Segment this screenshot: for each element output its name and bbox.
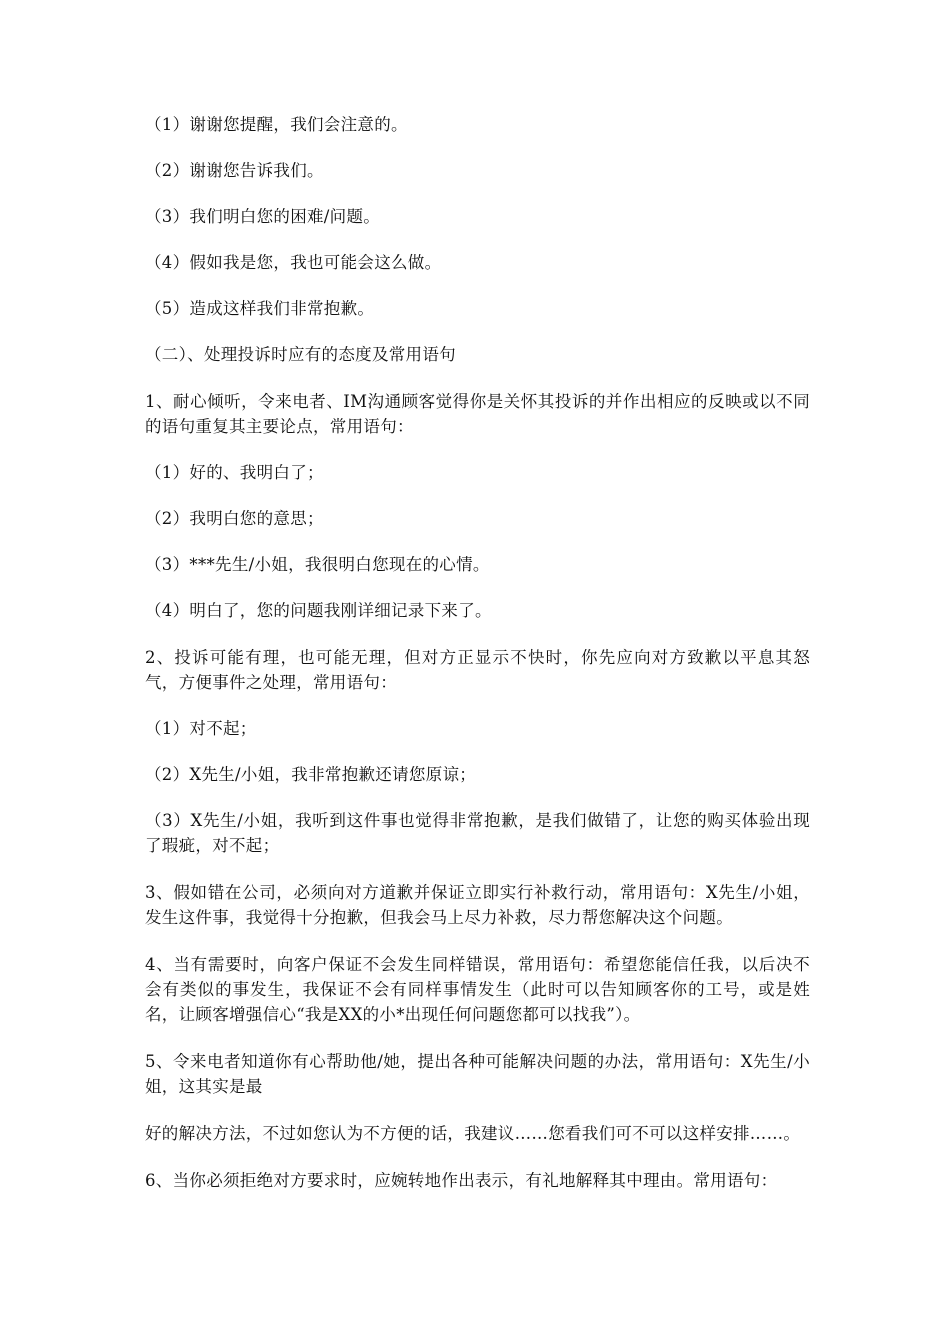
section-heading-complaint-attitude: （二）、处理投诉时应有的态度及常用语句 — [145, 345, 456, 364]
paragraph-company-fault: 3、假如错在公司，必须向对方道歉并保证立即实行补救行动，常用语句：X先生/小姐，发生这件事，我觉得十分抱歉，但我会马上尽力补救，尽力帮您解决这个问题。 — [145, 883, 810, 927]
paragraph-assure-customer: 4、当有需要时，向客户保证不会发生同样错误，常用语句：希望您能信任我，以后决不会有类似的事发生，我保证不会有同样事情发生（此时可以告知顾客你的工号，或是姓名，让顾客增强信心“我是XX的小*出现任何问题您都可以找我”）。 — [145, 955, 810, 1024]
list-item-understood: （1）好的、我明白了； — [145, 463, 324, 482]
list-item-deeply-sorry: （2）X先生/小姐，我非常抱歉还请您原谅； — [145, 765, 477, 784]
list-item-our-mistake: （3）X先生/小姐，我听到这件事也觉得非常抱歉，是我们做错了，让您的购买体验出现了瑕疵，对不起； — [145, 811, 810, 855]
paragraph-apologize-first: 2、投诉可能有理，也可能无理，但对方正显示不快时，你先应向对方致歉以平息其怒气，方便事件之处理，常用语句： — [145, 648, 810, 692]
paragraph-offer-help: 5、令来电者知道你有心帮助他/她，提出各种可能解决问题的办法，常用语句：X先生/小姐，这其实是最 — [145, 1052, 810, 1096]
list-item-if-i-were-you: （4）假如我是您，我也可能会这么做。 — [145, 253, 442, 272]
document-body — [145, 112, 810, 1193]
list-item-understand-feeling: （3）***先生/小姐，我很明白您现在的心情。 — [145, 555, 490, 574]
list-item-thanks-telling: （2）谢谢您告诉我们。 — [145, 161, 324, 180]
list-item-sorry: （5）造成这样我们非常抱歉。 — [145, 299, 375, 318]
paragraph-offer-help-continued: 好的解决方法，不过如您认为不方便的话，我建议……您看我们可不可以这样安排……。 — [145, 1124, 801, 1143]
list-item-understand-difficulty: （3）我们明白您的困难/问题。 — [145, 207, 381, 226]
paragraph-polite-refusal: 6、当你必须拒绝对方要求时，应婉转地作出表示，有礼地解释其中理由。常用语句： — [145, 1171, 778, 1190]
paragraph-patient-listening: 1、耐心倾听，令来电者、IM沟通顾客觉得你是关怀其投诉的并作出相应的反映或以不同的语句重复其主要论点，常用语句： — [145, 392, 810, 436]
list-item-thanks-reminder: （1）谢谢您提醒，我们会注意的。 — [145, 115, 408, 134]
list-item-understand-meaning: （2）我明白您的意思； — [145, 509, 324, 528]
list-item-excuse-me: （1）对不起； — [145, 719, 257, 738]
list-item-recorded: （4）明白了，您的问题我刚详细记录下来了。 — [145, 601, 492, 620]
